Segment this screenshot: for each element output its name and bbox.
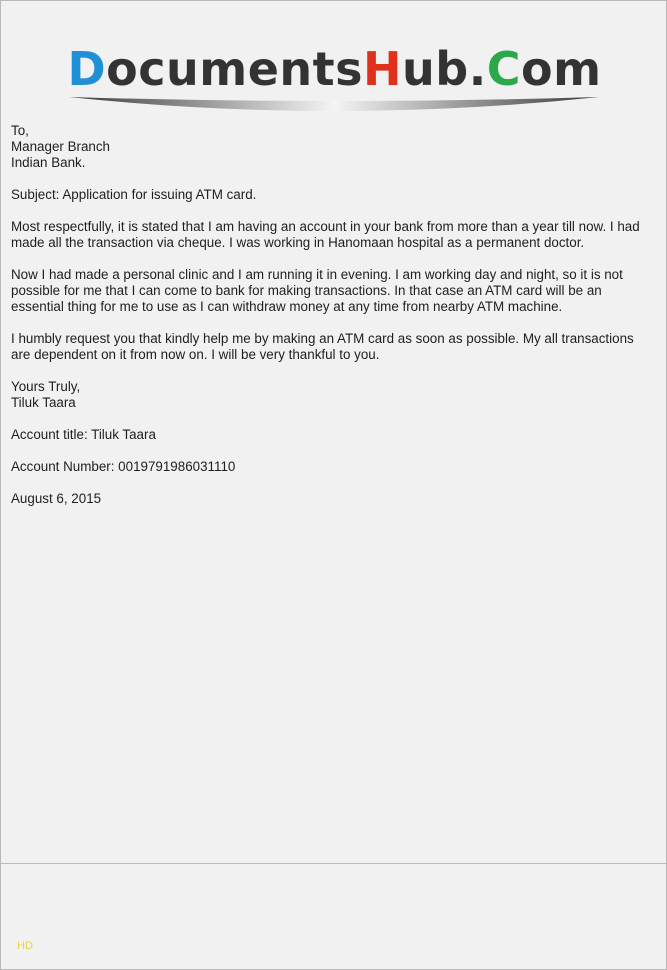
logo-letter-c: C bbox=[486, 42, 521, 96]
paragraph-2: Now I had made a personal clinic and I am running it in evening. I am working day and night, so it is not possible for me that I can come to bank for making transactions. In that case an ATM card will be an essential thing for me to use as I can withdraw money at any time from nearby ATM machine. bbox=[11, 267, 623, 314]
closing-block bbox=[11, 379, 651, 411]
letter-body bbox=[11, 123, 651, 523]
footer-divider bbox=[1, 863, 666, 864]
logo-swoosh-icon bbox=[69, 95, 599, 117]
logo-letter-d: D bbox=[67, 42, 107, 96]
paragraph-3: I humbly request you that kindly help me by making an ATM card as soon as possible. My all transactions are dependent on it from now on. I will be very thankful to you. bbox=[11, 331, 634, 362]
recipient-line-1: Manager Branch bbox=[11, 139, 110, 154]
signature-name: Tiluk Taara bbox=[11, 395, 76, 410]
documentshub-logo[interactable] bbox=[1, 39, 667, 99]
logo-text-ocuments: ocuments bbox=[106, 42, 364, 96]
logo-text-om: om bbox=[520, 42, 602, 96]
closing: Yours Truly, bbox=[11, 379, 81, 394]
subject-line: Subject: Application for issuing ATM card. bbox=[11, 187, 257, 202]
recipient-block bbox=[11, 123, 651, 171]
paragraph-1: Most respectfully, it is stated that I am having an account in your bank from more than a year till now. I had made all the transaction via cheque. I was working in Hanomaan hospital as a permanent doctor. bbox=[11, 219, 640, 250]
account-number: Account Number: 0019791986031110 bbox=[11, 459, 236, 474]
logo-letter-h: H bbox=[363, 42, 403, 96]
recipient-line-2: Indian Bank. bbox=[11, 155, 86, 170]
letter-date: August 6, 2015 bbox=[11, 491, 102, 506]
salutation-to: To, bbox=[11, 123, 29, 138]
logo-text-ub: ub. bbox=[402, 42, 487, 96]
account-title: Account title: Tiluk Taara bbox=[11, 427, 156, 442]
hd-watermark: HD bbox=[17, 940, 33, 952]
